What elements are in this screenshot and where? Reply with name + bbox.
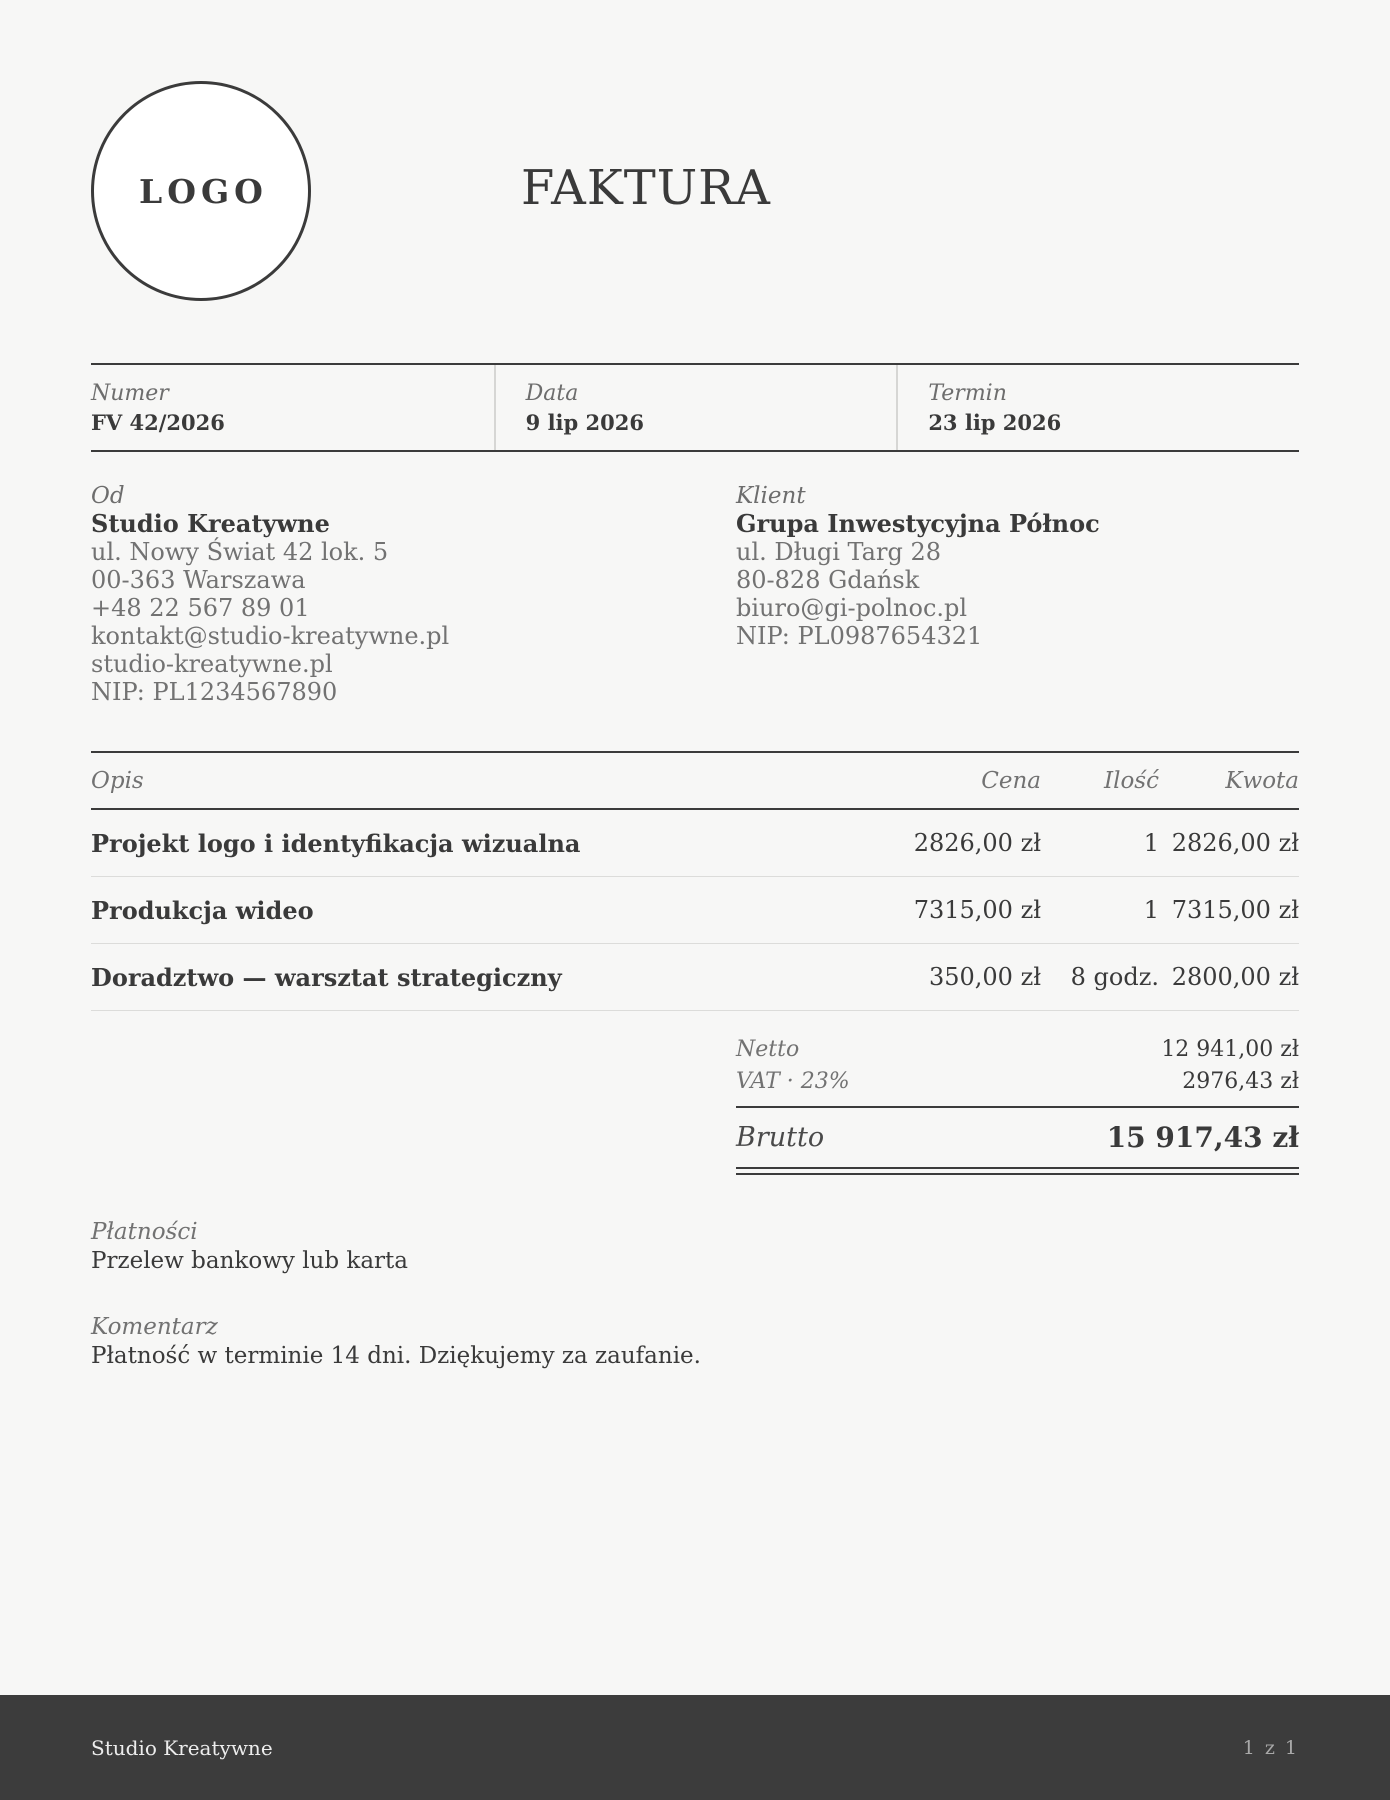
- client-block: [736, 482, 1296, 650]
- vat-label: VAT · 23%: [736, 1068, 850, 1094]
- seller-address-street: ul. Nowy Świat 42 lok. 5: [91, 538, 389, 566]
- seller-block: [91, 482, 711, 706]
- vat-row: [736, 1065, 1299, 1097]
- item-amount: 7315,00 zł: [1171, 896, 1299, 924]
- items-table: [91, 751, 1299, 1011]
- payment-method: Przelew bankowy lub karta: [91, 1248, 408, 1274]
- item-description: Projekt logo i identyfikacja wizualna: [91, 828, 581, 858]
- invoice-date: 9 lip 2026: [525, 410, 644, 436]
- seller-phone: +48 22 567 89 01: [91, 594, 310, 622]
- page-number: 1 z 1: [1242, 1736, 1299, 1759]
- table-row: [91, 810, 1299, 877]
- logo-text: LOGO: [139, 171, 268, 211]
- meta-number: [91, 365, 494, 450]
- item-quantity: 1: [1143, 896, 1159, 924]
- document-title: FAKTURA: [521, 160, 771, 216]
- totals-block: [736, 1033, 1299, 1175]
- column-header-price: Cena: [981, 767, 1041, 794]
- page-footer: [0, 1695, 1390, 1800]
- gross-value: 15 917,43 zł: [1106, 1121, 1299, 1154]
- invoice-meta: [91, 363, 1299, 452]
- total-double-rule: [736, 1167, 1299, 1175]
- gross-label: Brutto: [736, 1122, 825, 1153]
- client-label: Klient: [736, 483, 806, 509]
- seller-name: Studio Kreatywne: [91, 509, 330, 538]
- meta-date: [494, 365, 897, 450]
- comment-text: Płatność w terminie 14 dni. Dziękujemy za zaufanie.: [91, 1343, 701, 1369]
- seller-email: kontakt@studio-kreatywne.pl: [91, 622, 450, 650]
- logo: [91, 81, 311, 301]
- client-tax-id: NIP: PL0987654321: [736, 622, 983, 650]
- item-description: Doradztwo — warsztat strategiczny: [91, 962, 562, 992]
- item-amount: 2800,00 zł: [1171, 963, 1299, 991]
- invoice-number: FV 42/2026: [91, 410, 225, 436]
- invoice-page: [91, 0, 1299, 1695]
- client-name: Grupa Inwestycyjna Północ: [736, 509, 1100, 538]
- footer-company: Studio Kreatywne: [91, 1735, 273, 1760]
- item-price: 2826,00 zł: [913, 829, 1041, 857]
- payment-block: [91, 1218, 991, 1276]
- net-value: 12 941,00 zł: [1161, 1036, 1299, 1062]
- net-label: Netto: [736, 1036, 800, 1062]
- client-address-street: ul. Długi Targ 28: [736, 538, 941, 566]
- meta-label: Termin: [928, 381, 1007, 406]
- meta-label: Numer: [91, 381, 169, 406]
- meta-label: Data: [525, 381, 579, 406]
- item-amount: 2826,00 zł: [1171, 829, 1299, 857]
- client-email: biuro@gi-polnoc.pl: [736, 594, 968, 622]
- client-address-city: 80-828 Gdańsk: [736, 566, 920, 594]
- table-row: [91, 944, 1299, 1011]
- comment-block: [91, 1313, 991, 1371]
- net-row: [736, 1033, 1299, 1065]
- gross-row: [736, 1106, 1299, 1167]
- item-description: Produkcja wideo: [91, 895, 314, 925]
- seller-tax-id: NIP: PL1234567890: [91, 678, 338, 706]
- table-row: [91, 877, 1299, 944]
- seller-address-city: 00-363 Warszawa: [91, 566, 306, 594]
- item-price: 7315,00 zł: [913, 896, 1041, 924]
- seller-label: Od: [91, 483, 125, 509]
- payment-label: Płatności: [91, 1219, 198, 1245]
- item-quantity: 8 godz.: [1070, 963, 1159, 991]
- item-quantity: 1: [1143, 829, 1159, 857]
- vat-value: 2976,43 zł: [1182, 1068, 1299, 1094]
- column-header-amount: Kwota: [1225, 767, 1299, 794]
- column-header-quantity: Ilość: [1104, 767, 1159, 794]
- items-table-header: [91, 753, 1299, 810]
- seller-website: studio-kreatywne.pl: [91, 650, 333, 678]
- due-date: 23 lip 2026: [928, 410, 1062, 436]
- comment-label: Komentarz: [91, 1314, 218, 1340]
- item-price: 350,00 zł: [928, 963, 1041, 991]
- column-header-description: Opis: [91, 767, 144, 794]
- meta-due: [896, 365, 1299, 450]
